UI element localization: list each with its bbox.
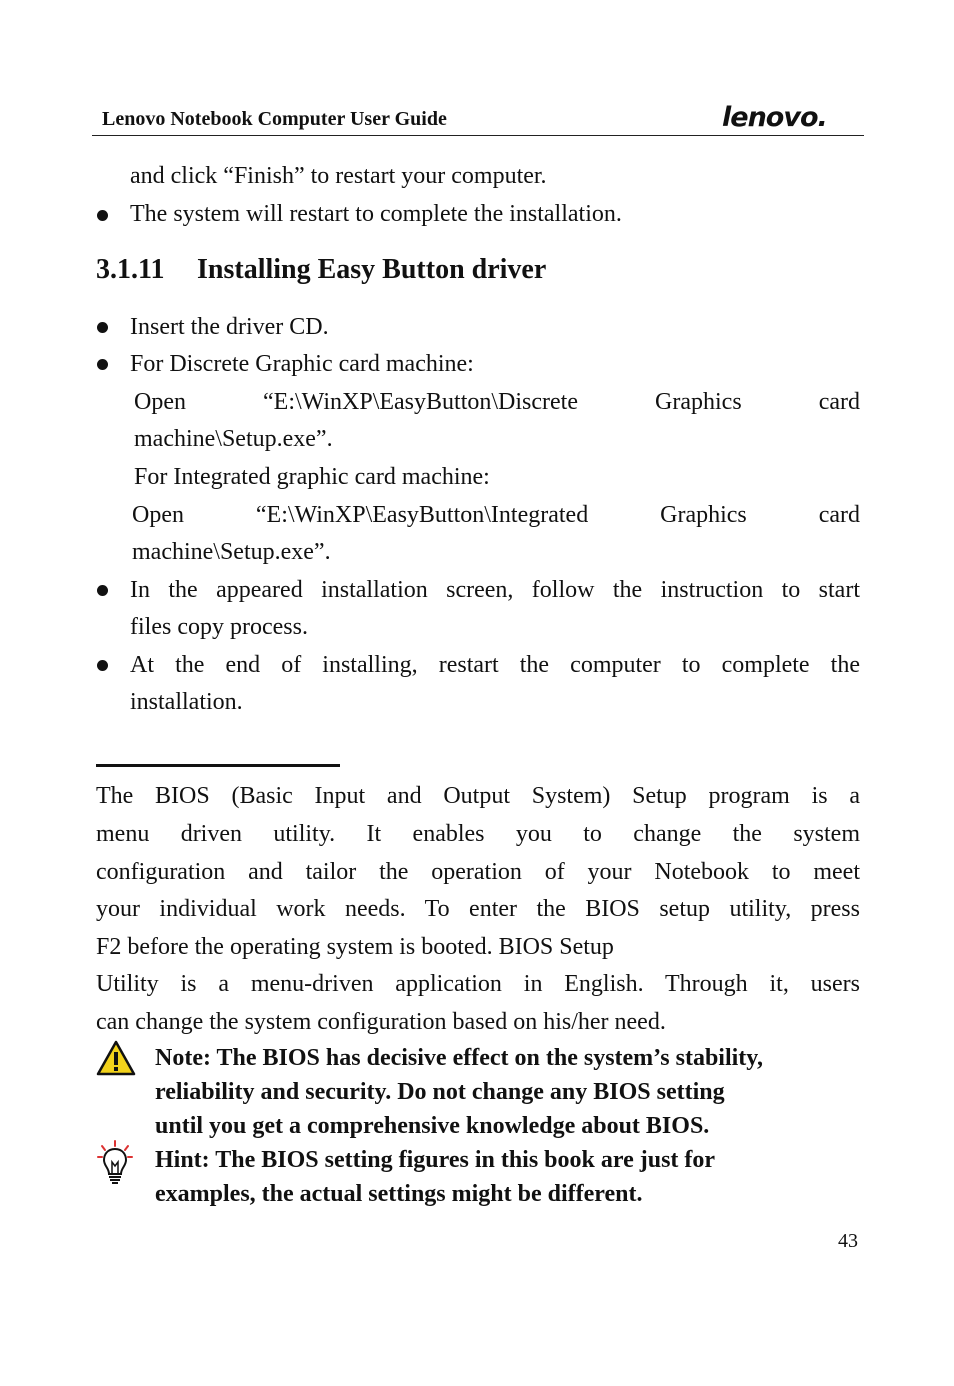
- bullet-icon: [97, 322, 108, 333]
- discrete-path-end: machine\Setup.exe”.: [134, 426, 333, 452]
- bullet-icon: [97, 585, 108, 596]
- header-rule: [92, 135, 864, 136]
- path-word: card: [818, 502, 860, 528]
- note-line: until you get a comprehensive knowledge about BIOS.: [155, 1113, 710, 1139]
- bullet-discrete-heading: For Discrete Graphic card machine:: [130, 351, 474, 377]
- lightbulb-icon: [97, 1140, 133, 1188]
- bullet-insert-cd: Insert the driver CD.: [130, 314, 329, 340]
- bios-paragraph-line: can change the system configuration based on his/her need.: [96, 1009, 666, 1035]
- bullet-end-line2: installation.: [130, 689, 243, 715]
- integrated-heading: For Integrated graphic card machine:: [134, 464, 490, 490]
- section-divider: [96, 764, 340, 767]
- path-word: Graphics: [655, 389, 742, 415]
- bullet-appeared-line2: files copy process.: [130, 614, 308, 640]
- section-title: Installing Easy Button driver: [197, 254, 547, 285]
- hint-line: examples, the actual settings might be different.: [155, 1181, 643, 1207]
- note-line: reliability and security. Do not change any BIOS setting: [155, 1079, 725, 1105]
- note-line: Note: The BIOS has decisive effect on the system’s stability,: [155, 1045, 763, 1071]
- integrated-path-end: machine\Setup.exe”.: [132, 539, 331, 565]
- bullet-icon: [97, 359, 108, 370]
- bullet-icon: [97, 210, 108, 221]
- page-number: 43: [838, 1230, 858, 1252]
- path-word: Graphics: [660, 502, 747, 528]
- path-word: Open: [134, 389, 186, 415]
- path-word: Open: [132, 502, 184, 528]
- section-heading: [96, 254, 546, 286]
- path-word: “E:\WinXP\EasyButton\Discrete: [263, 389, 578, 415]
- bios-paragraph-line: configuration and tailor the operation of your Notebook to meet: [96, 859, 860, 885]
- bullet-end-line1: At the end of installing, restart the computer to complete the: [130, 652, 860, 678]
- bullet-restart-text: The system will restart to complete the installation.: [130, 201, 622, 227]
- bullet-icon: [97, 660, 108, 671]
- bios-paragraph-line: The BIOS (Basic Input and Output System) Setup program is a: [96, 783, 860, 809]
- warning-icon: [96, 1040, 136, 1076]
- bios-paragraph-line: menu driven utility. It enables you to change the system: [96, 821, 860, 847]
- lenovo-logo: lenovo.: [722, 102, 827, 133]
- continuation-line: and click “Finish” to restart your computer.: [130, 163, 547, 189]
- path-word: card: [818, 389, 860, 415]
- integrated-path-line: [132, 500, 860, 530]
- bios-paragraph-line: F2 before the operating system is booted. BIOS Setup: [96, 934, 614, 960]
- bios-paragraph-line: Utility is a menu-driven application in English. Through it, users: [96, 971, 860, 997]
- path-word: “E:\WinXP\EasyButton\Integrated: [255, 502, 589, 528]
- document-header-title: Lenovo Notebook Computer User Guide: [102, 108, 447, 130]
- bios-paragraph-line: your individual work needs. To enter the BIOS setup utility, press: [96, 896, 860, 922]
- bullet-appeared-line1: In the appeared installation screen, follow the instruction to start: [130, 577, 860, 603]
- discrete-path-line: [134, 387, 860, 417]
- hint-line: Hint: The BIOS setting figures in this book are just for: [155, 1147, 716, 1173]
- section-number: 3.1.11: [96, 254, 165, 285]
